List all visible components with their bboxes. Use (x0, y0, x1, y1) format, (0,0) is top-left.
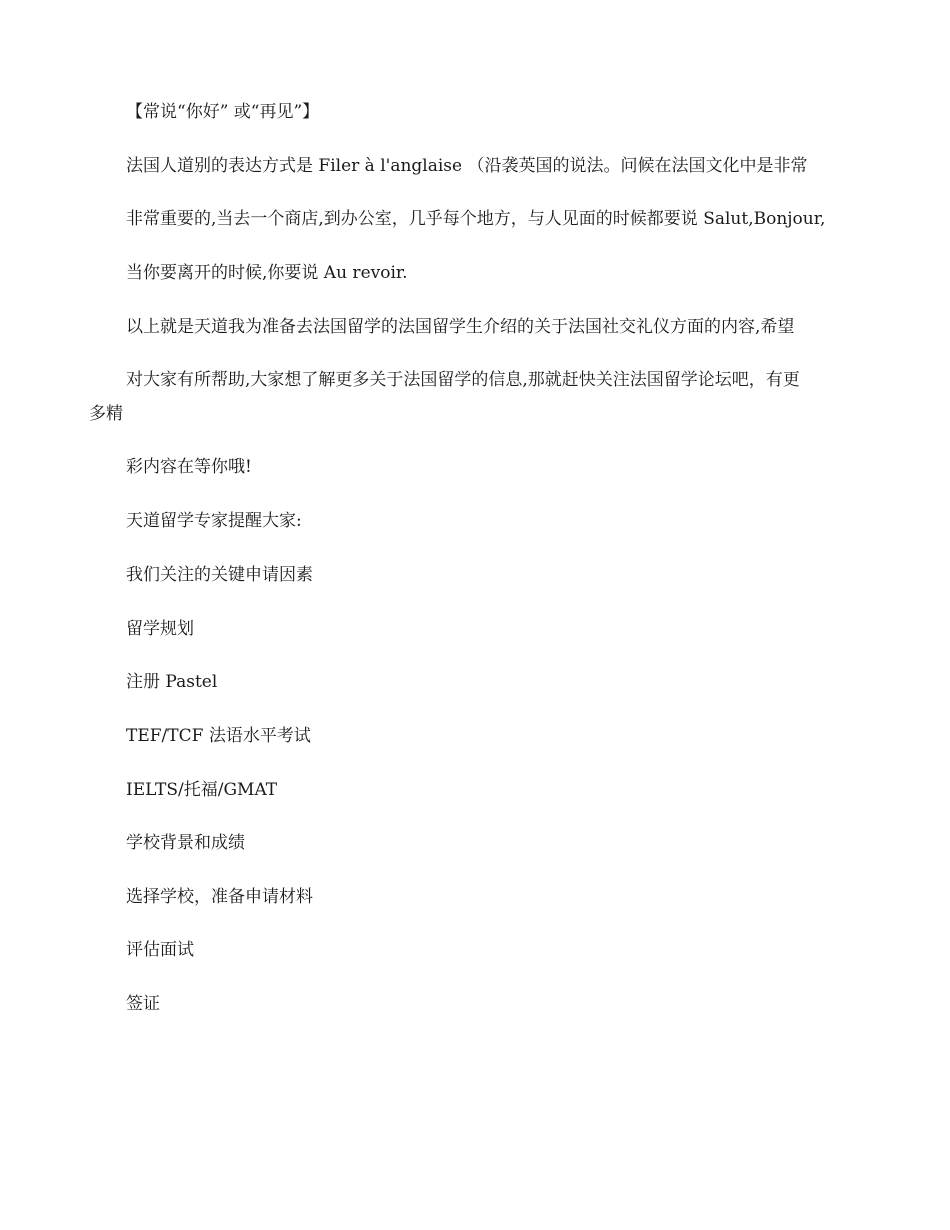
list-item: 注册 Pastel (126, 672, 218, 692)
paragraph-line: 非常重要的,当去一个商店,到办公室，几乎每个地方，与人见面的时候都要说 Salut,Bonjour, (126, 209, 826, 229)
list-item: 签证 (126, 994, 160, 1014)
list-item: 学校背景和成绩 (126, 833, 245, 853)
document-heading: 【常说“你好” 或“再见”】 (126, 102, 320, 122)
paragraph-line: 法国人道别的表达方式是 Filer à l'anglaise （沿袭英国的说法。问候在法国文化中是非常 (126, 156, 808, 176)
list-item: 选择学校，准备申请材料 (126, 887, 313, 907)
paragraph-line: 当你要离开的时候,你要说 Au revoir. (126, 263, 408, 283)
paragraph-line: 以上就是天道我为准备去法国留学的法国留学生介绍的关于法国社交礼仪方面的内容,希望 (126, 317, 795, 337)
list-item: 评估面试 (126, 940, 194, 960)
paragraph-line-wrap: 多精 (89, 404, 123, 424)
reminder-title: 天道留学专家提醒大家: (126, 511, 302, 531)
paragraph-line: 彩内容在等你哦! (126, 457, 252, 477)
paragraph-line: 对大家有所帮助,大家想了解更多关于法国留学的信息,那就赶快关注法国留学论坛吧，有更 (126, 370, 800, 390)
list-item: IELTS/托福/GMAT (126, 780, 278, 800)
list-item: TEF/TCF 法语水平考试 (126, 726, 311, 746)
list-item: 留学规划 (126, 619, 194, 639)
list-item: 我们关注的关键申请因素 (126, 565, 313, 585)
